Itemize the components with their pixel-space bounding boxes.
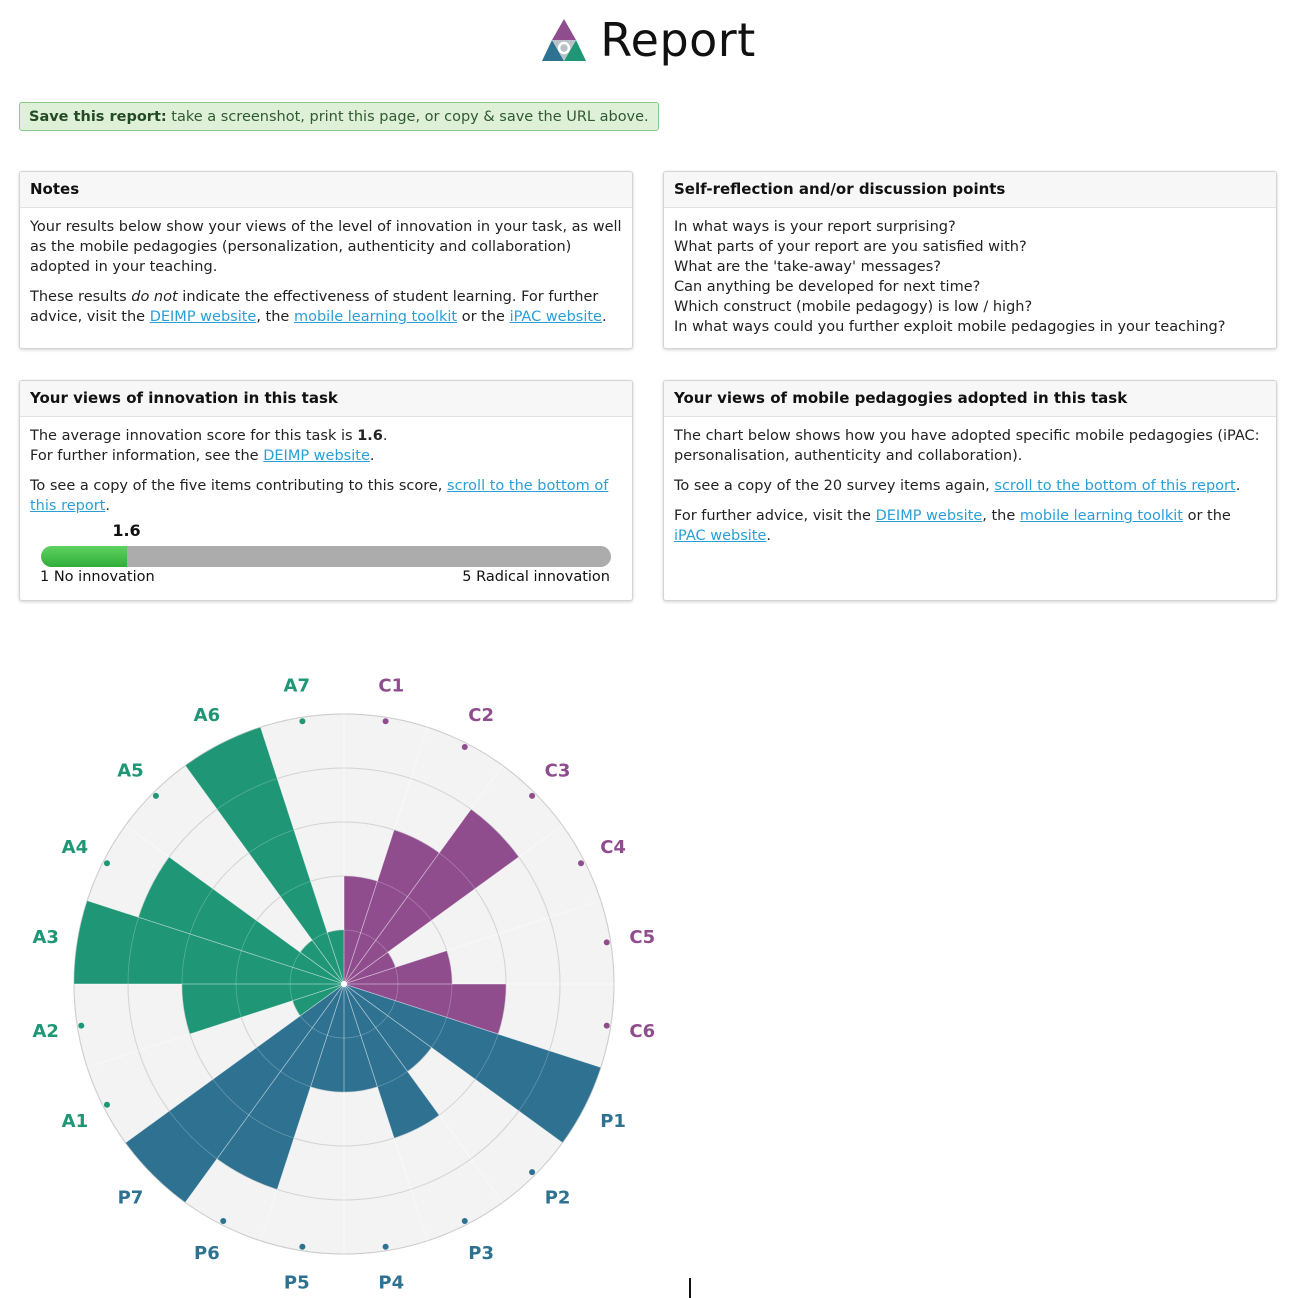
innovation-scroll-note: [30, 476, 622, 516]
notes-paragraph-1: Your results below show your views of the level of innovation in your task, as well as the mobile pedagogies (personalization, authenticity and collaboration) adopted in your teaching.: [30, 219, 622, 275]
reflection-point: Which construct (mobile pedagogy) is low / high?: [674, 299, 1033, 315]
save-banner-text: take a screenshot, print this page, or copy & save the URL above.: [166, 109, 649, 125]
radar-axis-dot: [153, 1169, 159, 1175]
radar-axis-label-p3: P3: [468, 1243, 494, 1265]
radar-axis-label-a2: A2: [32, 1021, 59, 1043]
radar-axis-dot: [578, 860, 584, 866]
reflection-panel: [663, 171, 1277, 349]
notes-title: Notes: [20, 172, 632, 208]
innovation-summary: [30, 426, 622, 466]
radar-axis-label-a1: A1: [61, 1111, 89, 1133]
report-header: [0, 12, 1298, 68]
mobile-pedagogies-description: The chart below shows how you have adopted specific mobile pedagogies (iPAC: personalisation, authenticity and collaboration).: [674, 428, 1260, 464]
mobile-scroll-text: To see a copy of the 20 survey items again,: [674, 478, 995, 494]
mobile-period: .: [766, 528, 772, 544]
innovation-info-text: For further information, see the: [30, 448, 264, 464]
reflection-point: Can anything be developed for next time?: [674, 279, 981, 295]
notes-panel: [19, 171, 633, 349]
deimp-website-link[interactable]: DEIMP website: [263, 448, 370, 464]
radar-axis-dot: [299, 1244, 305, 1250]
radar-axis-label-a7: A7: [283, 675, 310, 697]
innovation-info-period: .: [369, 448, 375, 464]
radar-axis-dot: [153, 793, 159, 799]
innovation-score-bar: [41, 546, 611, 567]
radar-axis-dot: [383, 1244, 389, 1250]
radar-axis-label-c5: C5: [629, 926, 656, 948]
innovation-scroll-text: To see a copy of the five items contributing to this score,: [30, 478, 448, 494]
radar-axis-label-c4: C4: [600, 836, 626, 858]
mobile-learning-toolkit-link[interactable]: mobile learning toolkit: [293, 309, 458, 325]
radar-axis-dot: [220, 744, 226, 750]
radar-axis-dot: [220, 1218, 226, 1224]
notes-p2-text: These results: [30, 289, 132, 305]
innovation-score-label: 1.6: [112, 521, 141, 540]
innovation-average-score: 1.6: [357, 428, 383, 444]
mobile-learning-toolkit-link[interactable]: mobile learning toolkit: [1019, 508, 1183, 524]
innovation-panel: [19, 380, 633, 601]
radar-axis-label-p1: P1: [600, 1111, 626, 1133]
reflection-point: What parts of your report are you satisfied with?: [674, 239, 1027, 255]
reflection-point: In what ways could you further exploit mobile pedagogies in your teaching?: [674, 319, 1226, 335]
notes-p2-emphasis: do not: [131, 289, 178, 305]
save-report-banner: [19, 102, 659, 131]
radar-axis-label-c2: C2: [468, 704, 494, 726]
radar-axis-label-p6: P6: [194, 1243, 220, 1265]
mobile-pedagogies-title: Your views of mobile pedagogies adopted in this task: [664, 381, 1276, 417]
mobile-scroll-note: [674, 476, 1266, 496]
innovation-scale-min: 1 No innovation: [40, 569, 155, 585]
notes-separator: or the: [457, 309, 510, 325]
radar-axis-label-p2: P2: [544, 1187, 571, 1209]
radar-axis-label-a4: A4: [61, 836, 89, 858]
mobile-pedagogies-panel: [663, 380, 1277, 601]
mobile-scroll-period: .: [1235, 478, 1241, 494]
innovation-score-fill: [41, 546, 127, 567]
page-title: Report: [600, 13, 756, 67]
reflection-title: Self-reflection and/or discussion points: [664, 172, 1276, 208]
notes-paragraph-2: [30, 287, 622, 327]
radar-axis-label-a3: A3: [32, 926, 59, 948]
deimp-website-link[interactable]: DEIMP website: [875, 508, 983, 524]
radar-center-dot: [341, 981, 347, 987]
radar-axis-dot: [462, 744, 468, 750]
radar-axis-label-p4: P4: [378, 1272, 405, 1290]
radar-axis-dot: [462, 1218, 468, 1224]
scroll-to-bottom-link[interactable]: scroll to the bottom of this report: [30, 478, 609, 514]
ipac-website-link[interactable]: iPAC website: [509, 309, 602, 325]
notes-p2-text-mid: indicate the effectiveness of student learning. For further advice, visit the: [30, 289, 599, 325]
scroll-to-bottom-link[interactable]: scroll to the bottom of this report: [994, 478, 1236, 494]
radar-axis-label-c1: C1: [378, 675, 405, 697]
radar-axis-dot: [529, 793, 535, 799]
reflection-point: In what ways is your report surprising?: [674, 219, 956, 235]
radar-axis-label-a6: A6: [193, 704, 221, 726]
radar-axis-label-c6: C6: [629, 1021, 656, 1043]
radar-axis-label-c3: C3: [544, 760, 571, 782]
ipac-website-link[interactable]: iPAC website: [674, 528, 767, 544]
radar-axis-label-p7: P7: [117, 1187, 144, 1209]
save-banner-bold: Save this report:: [29, 109, 167, 125]
text-cursor: [689, 1278, 691, 1298]
radar-axis-dot: [78, 1023, 84, 1029]
mobile-advice-text: For further advice, visit the: [674, 508, 876, 524]
innovation-title: Your views of innovation in this task: [20, 381, 632, 417]
radar-axis-dot: [104, 860, 110, 866]
radar-axis-dot: [604, 1023, 610, 1029]
ipac-triangle-logo-icon: [542, 17, 586, 63]
mobile-separator: , the: [982, 508, 1020, 524]
innovation-summary-period: .: [382, 428, 388, 444]
notes-separator: , the: [256, 309, 294, 325]
innovation-scale-max: 5 Radical innovation: [462, 569, 610, 585]
deimp-website-link[interactable]: DEIMP website: [149, 309, 257, 325]
mobile-separator: or the: [1182, 508, 1231, 524]
reflection-point: What are the 'take-away' messages?: [674, 259, 941, 275]
mobile-pedagogies-radar-chart: [0, 640, 690, 1290]
radar-axis-dot: [104, 1102, 110, 1108]
innovation-summary-text: The average innovation score for this task is: [30, 428, 358, 444]
radar-axis-dot: [78, 939, 84, 945]
radar-axis-dot: [529, 1169, 535, 1175]
radar-axis-dot: [299, 718, 305, 724]
radar-axis-label-p5: P5: [283, 1272, 310, 1290]
innovation-scroll-period: .: [105, 498, 110, 514]
mobile-advice: [674, 506, 1266, 546]
radar-axis-dot: [578, 1102, 584, 1108]
radar-axis-label-a5: A5: [117, 760, 144, 782]
radar-axis-dot: [604, 939, 610, 945]
radar-axis-dot: [383, 718, 389, 724]
notes-period: .: [601, 309, 607, 325]
